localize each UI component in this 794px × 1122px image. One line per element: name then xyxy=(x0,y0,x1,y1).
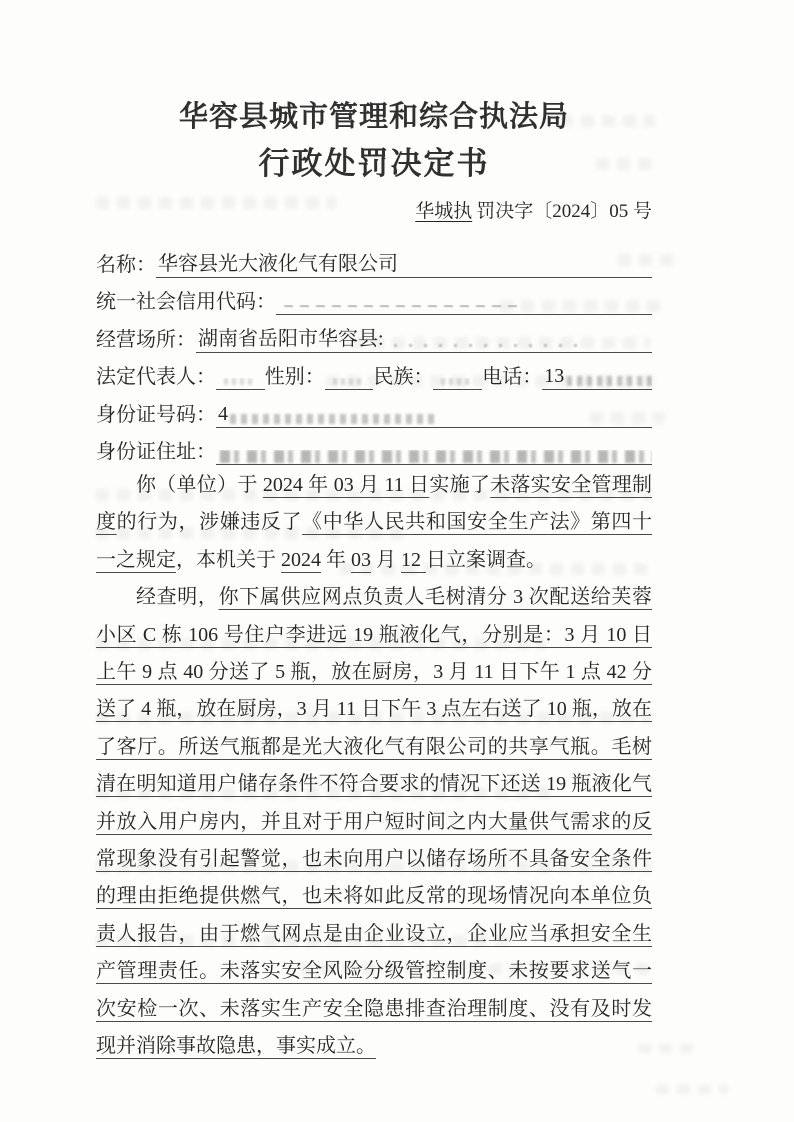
party-info-fields xyxy=(96,240,652,465)
field-row-id-address xyxy=(96,428,652,466)
redacted-smudge xyxy=(224,378,252,385)
redacted-smudge xyxy=(333,378,361,385)
document-content xyxy=(96,0,652,1066)
field-row-business-address xyxy=(96,315,652,353)
text-segment: 你（单位）于 xyxy=(136,474,263,496)
underlined-text-segment: 03 xyxy=(351,548,371,571)
violation-paragraph xyxy=(96,467,652,579)
text-segment: 月 xyxy=(371,548,401,571)
document-number-prefix: 华城执 xyxy=(415,201,473,222)
text-segment: 年 xyxy=(321,548,351,571)
underlined-text-segment: 2024 年 03 月 11 日 xyxy=(262,474,430,496)
agency-title: 华容县城市管理和综合执法局 xyxy=(178,101,569,133)
field-row-credit-code xyxy=(96,278,652,316)
field-row-name xyxy=(96,240,652,278)
findings-paragraph xyxy=(96,579,652,1065)
field-value-text: 4 xyxy=(218,402,228,425)
field-label: 性别： xyxy=(264,366,325,388)
redacted-smudge xyxy=(567,376,652,386)
redacted-smudge xyxy=(394,344,589,347)
field-value-text: 湖南省岳阳市华容县: xyxy=(198,327,384,350)
field-value xyxy=(156,251,652,278)
field-label: 民族： xyxy=(373,366,434,388)
underlined-text-segment: 12 xyxy=(401,548,426,571)
field-value-text: 华容县光大液化气有限公司 xyxy=(158,252,398,275)
field-label: 统一社会信用代码： xyxy=(96,291,276,313)
field-label: 名称： xyxy=(96,253,156,276)
document-number-rest: 罚决字〔2024〕05 号 xyxy=(476,201,652,222)
field-label: 身份证号码： xyxy=(96,403,216,426)
underlined-text-segment: 你下属供应网点负责人毛树清分 3 次配送给芙蓉小区 C 栋 106 号住户李进远 19 瓶液化气，分别是：3 月 10 日上午 9 点 40 分送了 5 瓶，放在厨房，3 月 11 日下午 1 点 42 分送了 4 瓶，放在厨房，3 月 11 日下午 3 点左右送了 10 瓶，放在了客厅。所送气瓶都是光大液化气有限公司的共享气瓶。毛树清在明知道用户储存条件不符合要求的情况下还送 19 瓶液化气并放入用户房内，并且对于用户短时间之内大量供气需求的反常现象没有引起警觉，也未向用户以储存场所不具备安全条件的理由拒绝提供燃气，也未将如此反常的现场情况向本单位负责人报告，由于燃气网点是由企业设立，企业应当承担安全生产管理责任。未落实安全风险分级管控制度、未按要求送气一次安检一次、未落实生产安全隐患排查治理制度、没有及时发现并消除事故隐患，事实成立。 xyxy=(96,586,653,1058)
field-value xyxy=(276,305,652,316)
text-segment: 实施了 xyxy=(429,474,491,496)
field-row-legal-representative xyxy=(96,353,652,391)
decision-body xyxy=(96,467,652,1066)
field-label: 经营场所： xyxy=(96,328,196,351)
underlined-text-segment: 未落实安全管理制度 xyxy=(96,474,653,534)
redacted-smudge xyxy=(284,305,519,308)
underlined-text-segment: 2024 xyxy=(281,548,321,571)
underlined-text-segment: 《中华人民共和国安全生产法》第四十一之规定 xyxy=(96,511,653,571)
redacted-smudge xyxy=(230,414,435,424)
field-value xyxy=(216,378,265,390)
text-segment: 经查明， xyxy=(136,586,219,609)
redacted-smudge xyxy=(220,450,652,463)
text-segment: 日立案调查。 xyxy=(426,548,546,571)
field-value xyxy=(325,378,374,390)
bleedthrough-noise xyxy=(656,1085,728,1094)
field-value xyxy=(196,326,652,353)
field-row-id-number xyxy=(96,390,652,428)
field-value xyxy=(542,363,652,390)
field-label: 身份证住址： xyxy=(96,441,216,463)
field-value xyxy=(216,450,652,465)
field-label: 电话： xyxy=(482,366,543,388)
field-value xyxy=(216,401,652,428)
text-segment: 的行为，涉嫌违反了 xyxy=(116,511,303,534)
document-number xyxy=(96,200,652,224)
document-type-title: 行政处罚决定书 xyxy=(258,146,490,181)
redacted-smudge xyxy=(441,378,469,385)
field-value-text: 13 xyxy=(544,365,565,387)
field-label: 法定代表人： xyxy=(96,366,216,388)
text-segment: ，本机关于 xyxy=(176,548,281,571)
field-value xyxy=(433,378,482,390)
